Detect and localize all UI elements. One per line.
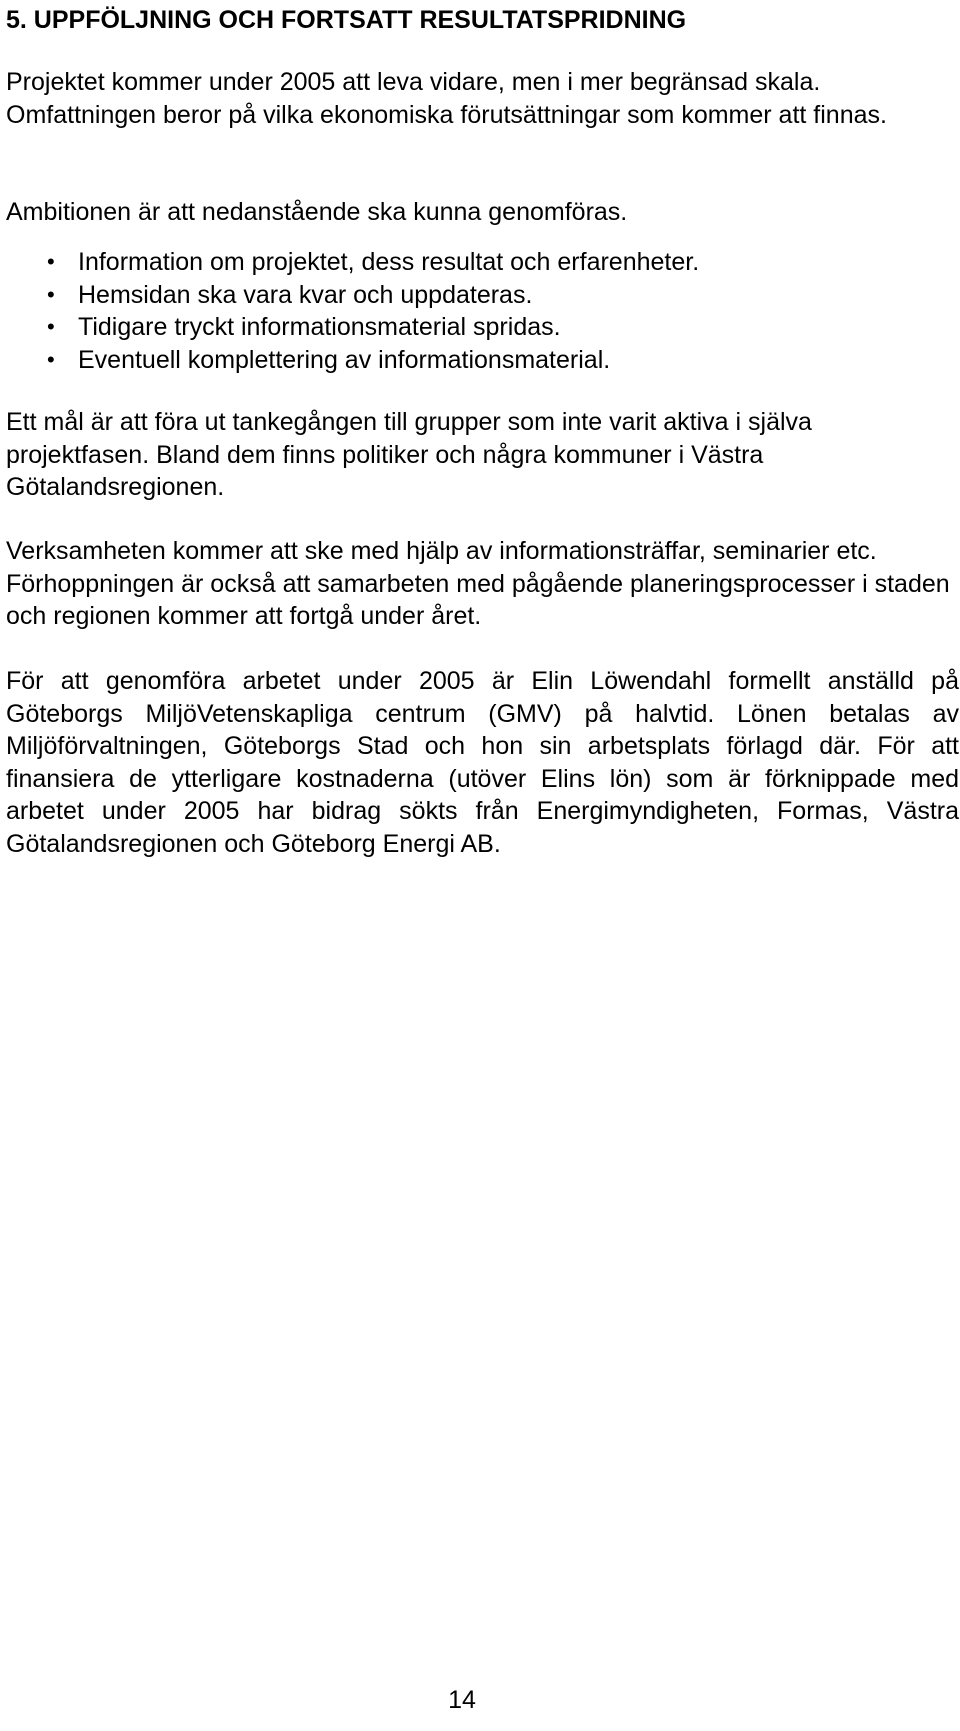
list-item [6, 311, 699, 344]
goal-paragraph: Ett mål är att föra ut tankegången till grupper som inte varit aktiva i själva projektfasen. Bland dem finns politiker och några kommuner i Västra Götalandsregionen. [6, 408, 812, 501]
section-heading: 5. UPPFÖLJNING OCH FORTSATT RESULTATSPRIDNING [6, 6, 687, 34]
list-item [6, 246, 699, 279]
bullet-text: Tidigare tryckt informationsmaterial spridas. [78, 313, 561, 341]
ambition-paragraph: Ambitionen är att nedanstående ska kunna genomföras. [6, 198, 628, 226]
bullet-text: Eventuell komplettering av informationsmaterial. [78, 345, 611, 374]
bullet-list [6, 246, 699, 376]
bullet-text: Information om projektet, dess resultat och erfarenheter. [78, 248, 700, 276]
bullet-icon: • [47, 314, 55, 339]
intro-paragraph: Projektet kommer under 2005 att leva vidare, men i mer begränsad skala. Omfattningen beror på vilka ekonomiska förutsättningar som kommer att finnas. [6, 68, 887, 129]
bullet-icon: • [47, 281, 55, 307]
bullet-text: Hemsidan ska vara kvar och uppdateras. [78, 280, 533, 309]
bullet-icon: • [47, 249, 55, 274]
funding-paragraph: För att genomföra arbetet under 2005 är Elin Löwendahl formellt anställd på Göteborgs MiljöVetenskapliga centrum (GMV) på halvtid. Lönen betalas av Miljöförvaltningen, Göteborgs Stad och hon sin arbetsplats förlagd där. För att finansiera de ytterligare kostnaderna (utöver Elins lön) som är förknippade med arbetet under 2005 har bidrag sökts från Energimyndigheten, Formas, Västra Götalandsregionen och Göteborg Energi AB. [6, 667, 959, 858]
activities-paragraph: Verksamheten kommer att ske med hjälp av informationsträffar, seminarier etc. Förhoppningen är också att samarbeten med pågående planeringsprocesser i staden och regionen kommer att fortgå under året. [6, 537, 950, 630]
bullet-icon: • [47, 346, 55, 372]
list-item [6, 344, 699, 377]
page-number: 14 [448, 1686, 476, 1714]
list-item [6, 279, 699, 312]
